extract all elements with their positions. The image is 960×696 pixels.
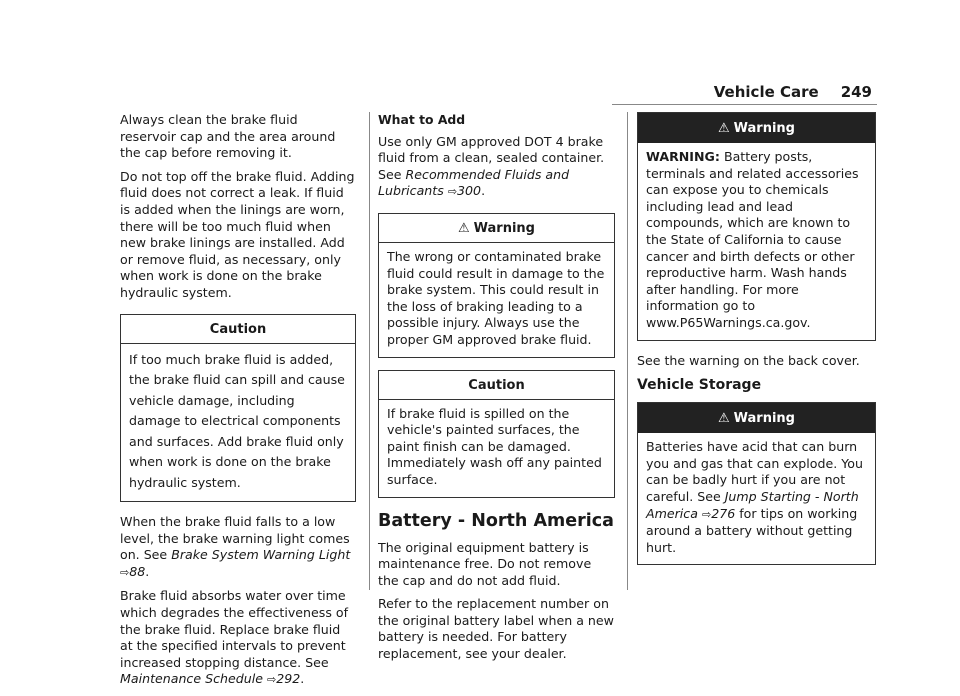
paragraph-replacement-number: Refer to the replacement number on the original battery label when a new battery is needed. For battery replacement, see your dealer. <box>378 596 614 662</box>
warning-title: Warning <box>473 220 535 236</box>
warning-box-contaminated-fluid <box>378 213 615 358</box>
subheading-vehicle-storage: Vehicle Storage <box>637 377 762 394</box>
paragraph-dot4: Use only GM approved DOT 4 brake fluid from a clean, sealed container. See Recommended Fluids and Lubricants ⇨300. <box>378 133 605 199</box>
page-ref-icon: ⇨ <box>120 565 130 579</box>
paragraph-back-cover: See the warning on the back cover. <box>637 352 860 368</box>
column-3 <box>637 112 876 577</box>
page-ref-300[interactable]: 300 <box>457 183 482 199</box>
paragraph-absorbs-water: Brake fluid absorbs water over time which degrades the effectiveness of the brake fluid. Replace brake fluid at the specified intervals to prevent increased stopping distance. See Maintenance Schedule ⇨292. <box>120 588 349 687</box>
caution-text: If too much brake fluid is added, the brake fluid can spill and cause vehicle damage, including damage to electrical components and surfaces. Add brake fluid only when work is done on the brake hydraulic system. <box>129 351 345 490</box>
page-ref-276[interactable]: 276 <box>711 505 736 521</box>
caution-box-overfill <box>120 314 356 503</box>
paragraph-maintenance-free: The original equipment battery is maintenance free. Do not remove the cap and do not add fluid. <box>378 539 592 588</box>
caution-text: If brake fluid is spilled on the vehicle's painted surfaces, the paint finish can be damaged. Immediately wash off any painted surface. <box>387 405 602 487</box>
link-maintenance-schedule[interactable]: Maintenance Schedule <box>120 671 263 687</box>
caution-title: Caution <box>379 371 614 400</box>
warning-title: Warning <box>733 121 795 136</box>
column-2 <box>378 112 615 670</box>
page-ref-icon: ⇨ <box>267 673 277 687</box>
caution-box-paint <box>378 370 615 498</box>
page-ref-88[interactable]: 88 <box>129 563 146 579</box>
warning-triangle-icon: ⚠ <box>718 411 730 427</box>
link-recommended-fluids[interactable]: Recommended Fluids and Lubricants <box>378 166 570 199</box>
warning-header <box>638 113 875 143</box>
column-divider-right <box>627 112 628 590</box>
paragraph-low-level: When the brake fluid falls to a low level, the brake warning light comes on. See Brake System Warning Light ⇨88. <box>120 514 351 579</box>
page-header <box>714 83 872 101</box>
warning-text: Batteries have acid that can burn you and gas that can explode. You can be badly hurt if you are not careful. See Jump Starting - North America ⇨276 for tips on working around a battery without getting hurt. <box>646 439 863 555</box>
header-section-title: Vehicle Care <box>713 83 819 101</box>
page-ref-icon: ⇨ <box>447 185 458 199</box>
warning-box-prop65 <box>637 112 876 341</box>
column-divider-left <box>369 112 370 590</box>
link-brake-system-warning-light[interactable]: Brake System Warning Light <box>171 547 351 563</box>
warning-header <box>379 214 614 243</box>
paragraph-clean-cap: Always clean the brake fluid reservoir cap and the area around the cap before removing it. <box>120 112 336 161</box>
warning-lead: WARNING: <box>646 149 720 164</box>
warning-box-battery-acid <box>637 402 876 565</box>
subheading-what-to-add: What to Add <box>378 112 466 127</box>
warning-triangle-icon: ⚠ <box>718 121 730 136</box>
page-ref-292[interactable]: 292 <box>276 671 301 687</box>
warning-triangle-icon: ⚠ <box>458 220 470 236</box>
header-rule <box>612 104 877 105</box>
warning-title: Warning <box>733 411 795 427</box>
link-jump-starting[interactable]: Jump Starting - North America <box>646 488 859 521</box>
paragraph-top-off: Do not top off the brake fluid. Adding fluid does not correct a leak. If fluid is added when the linings are worn, there will be too much fluid when new brake linings are installed. Add or remove fluid, as necessary, only when work is done on the brake hydraulic system. <box>120 168 355 300</box>
header-page-number: 249 <box>840 83 872 101</box>
warning-header <box>638 403 875 433</box>
section-title-battery: Battery - North America <box>378 510 614 531</box>
warning-text: The wrong or contaminated brake fluid could result in damage to the brake system. This could result in the loss of braking leading to a possible injury. Always use the proper GM approved brake fluid. <box>387 248 605 347</box>
column-1 <box>120 112 356 696</box>
caution-title: Caution <box>121 315 355 344</box>
page-ref-icon: ⇨ <box>701 507 712 521</box>
warning-text: WARNING: Battery posts, terminals and related accessories can expose you to chemicals including lead and lead compounds, which are known to the State of California to cause cancer and birth defects or other reproductive harm. Wash hands after handling. For more information go to www.P65Warnings.ca.gov. <box>646 149 859 330</box>
